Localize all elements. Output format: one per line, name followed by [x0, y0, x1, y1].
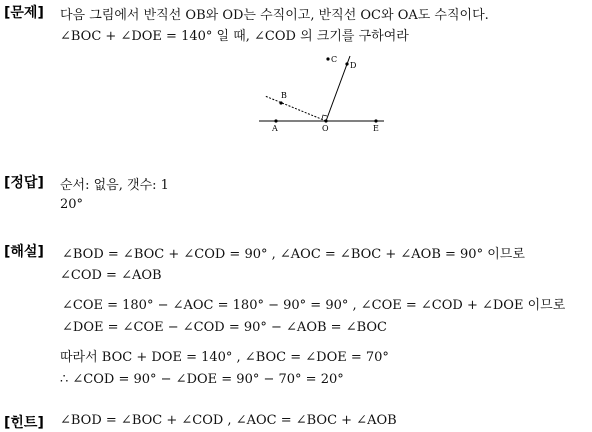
geometry-figure	[255, 50, 390, 140]
solution-label: [해설]	[4, 244, 44, 260]
label-D: D	[350, 61, 357, 70]
label-B: B	[281, 91, 287, 100]
hint-label: [힌트]	[4, 415, 44, 431]
label-A: A	[272, 124, 278, 133]
solution-line-2: ∠COD = ∠AOB	[60, 268, 162, 283]
ray-OD	[326, 56, 350, 121]
point-E	[374, 119, 377, 122]
point-A	[274, 119, 277, 122]
point-B	[279, 101, 282, 104]
answer-text-line1: 순서: 없음, 갯수: 1	[60, 178, 169, 193]
solution-line-1: ∠BOD = ∠BOC + ∠COD = 90° , ∠AOC = ∠BOC + ∠AOB = 90° 이므로	[62, 247, 525, 262]
solution-line-6: ∴ ∠COD = 90° − ∠DOE = 90° − 70° = 20°	[60, 372, 344, 387]
problem-label: [문제]	[4, 5, 44, 21]
solution-line-3: ∠COE = 180° − ∠AOC = 180° − 90° = 90° , ∠COE = ∠COD + ∠DOE 이므로	[62, 298, 566, 313]
point-D	[345, 62, 348, 65]
right-angle-mark	[322, 115, 327, 119]
point-C	[326, 57, 329, 60]
problem-text-line1: 다음 그림에서 반직선 OB와 OD는 수직이고, 반직선 OC와 OA도 수직이다.	[60, 8, 489, 23]
answer-label: [정답]	[4, 175, 44, 191]
problem-text-line2: ∠BOC + ∠DOE = 140° 일 때, ∠COD 의 크기를 구하여라	[60, 29, 409, 44]
solution-line-5: 따라서 BOC + DOE = 140° , ∠BOC = ∠DOE = 70°	[60, 350, 389, 365]
point-O	[324, 119, 327, 122]
label-E: E	[373, 124, 379, 133]
answer-text-line2: 20°	[60, 197, 84, 212]
solution-line-4: ∠DOE = ∠COE − ∠COD = 90° − ∠AOB = ∠BOC	[62, 320, 387, 335]
label-C: C	[331, 55, 338, 64]
ray-OB	[265, 96, 326, 121]
label-O: O	[322, 124, 329, 133]
hint-text-line1: ∠BOD = ∠BOC + ∠COD , ∠AOC = ∠BOC + ∠AOB	[60, 413, 397, 428]
